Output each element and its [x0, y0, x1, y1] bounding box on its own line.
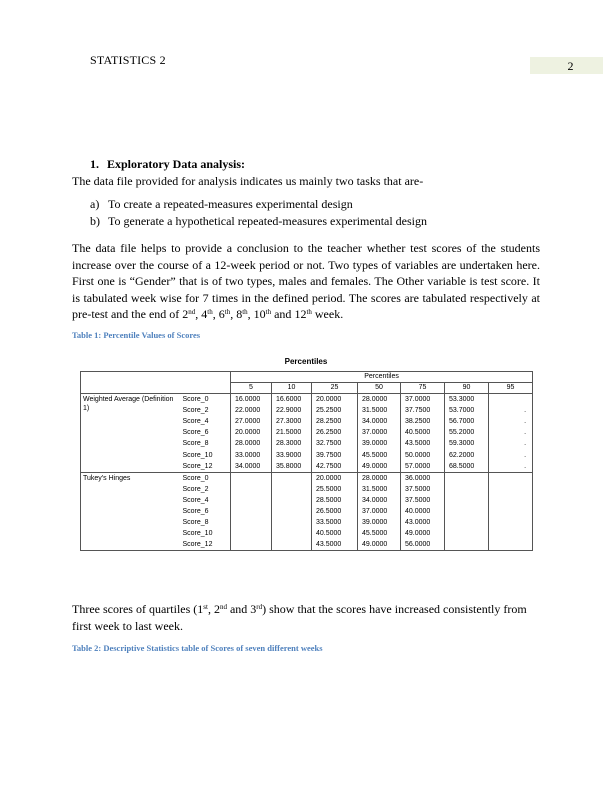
table-cell: [231, 517, 272, 528]
page-number: 2: [530, 57, 603, 74]
column-header: 10: [272, 383, 312, 394]
table-cell: [489, 495, 533, 506]
paragraph-quartiles: [72, 601, 540, 634]
ordinal-suffix: nd: [188, 308, 196, 316]
table-cell: 22.9000: [272, 405, 312, 416]
table-cell: 16.0000: [231, 394, 272, 406]
table-cell: 28.0000: [358, 394, 401, 406]
ordinal-suffix: rd: [256, 603, 263, 611]
row-label: Score_10: [182, 530, 213, 538]
table-cell: 36.0000: [401, 472, 445, 484]
table-cell: [272, 484, 312, 495]
section-heading: [90, 157, 245, 172]
running-head: STATISTICS 2: [90, 53, 166, 67]
table-cell: 40.5000: [312, 528, 358, 539]
column-header: 75: [401, 383, 445, 394]
row-label: Score_10: [182, 451, 213, 459]
separator: ,: [230, 307, 237, 321]
table-cell: 40.5000: [401, 427, 445, 438]
table-cell: [445, 539, 489, 551]
table-cell: 59.3000: [445, 438, 489, 449]
table-1-title: Percentiles: [284, 357, 328, 366]
quartile-number: 2: [213, 602, 220, 616]
table-cell: 31.5000: [358, 484, 401, 495]
table-cell: 37.7500: [401, 405, 445, 416]
quartile-number: 1: [197, 602, 204, 616]
paragraph-text: The data file helps to provide a conclusion to the teacher whether test scores of the students increase over the course of a 12-week period or not. Two types of variables are undertaken here. First one is “Gender” that is of two types, males and females. The Other variable is test score. It is tabulated week wise for 7 times in the defined period. The scores are tabulated respectively at pre-test and the end of: [72, 241, 540, 321]
list-item-label: b): [90, 214, 100, 228]
list-item-label: a): [90, 197, 100, 211]
table-cell: 32.7500: [312, 438, 358, 449]
table-cell: 43.5000: [312, 539, 358, 551]
table-cell: 35.8000: [272, 461, 312, 473]
table-cell: 62.2000: [445, 449, 489, 460]
ordinal-suffix: st: [203, 603, 208, 611]
row-label: Score_4: [182, 418, 209, 426]
table-cell: 31.5000: [358, 405, 401, 416]
table-cell: [489, 506, 533, 517]
table-cell: 25.5000: [312, 484, 358, 495]
table-cell: [445, 506, 489, 517]
table-cell: [231, 539, 272, 551]
table-cell: [231, 484, 272, 495]
separator: ,: [207, 602, 214, 616]
table-cell: 20.0000: [312, 394, 358, 406]
row-group-label: Tukey's Hinges: [81, 472, 181, 551]
table-cell: [272, 517, 312, 528]
table-cell: [272, 495, 312, 506]
week-number: 10: [253, 307, 266, 321]
table-1-caption: Table 1: Percentile Values of Scores: [72, 330, 201, 340]
table-cell: [231, 506, 272, 517]
list-item: [90, 213, 427, 230]
table-cell: 33.9000: [272, 449, 312, 460]
table-cell: 39.7500: [312, 449, 358, 460]
table-cell: 49.0000: [401, 528, 445, 539]
table-cell: 25.2500: [312, 405, 358, 416]
table-cell: [489, 528, 533, 539]
table-cell: 28.5000: [312, 495, 358, 506]
table-cell: 45.5000: [358, 449, 401, 460]
table-corner: [81, 383, 181, 394]
table-cell: [272, 539, 312, 551]
table-cell: 27.3000: [272, 416, 312, 427]
table-cell: .: [489, 416, 533, 427]
table-cell: 33.0000: [231, 449, 272, 460]
separator: ,: [212, 307, 219, 321]
table-corner: [181, 383, 231, 394]
week-number: 12: [294, 307, 307, 321]
table-cell: [272, 472, 312, 484]
table-cell: [489, 484, 533, 495]
list-item: [90, 196, 427, 213]
column-header: 95: [489, 383, 533, 394]
column-header: 25: [312, 383, 358, 394]
table-cell: 39.0000: [358, 517, 401, 528]
table-corner: [81, 372, 181, 383]
table-cell: 37.0000: [401, 394, 445, 406]
table-2-caption: Table 2: Descriptive Statistics table of Scores of seven different weeks: [72, 643, 323, 653]
column-header: 50: [358, 383, 401, 394]
table-cell: 33.5000: [312, 517, 358, 528]
table-cell: 42.7500: [312, 461, 358, 473]
table-cell: 39.0000: [358, 438, 401, 449]
table-cell: [489, 394, 533, 406]
paragraph-end: ) show that the scores have increased consistently from first week to last week.: [72, 602, 527, 633]
list-item-text: To create a repeated-measures experimental design: [108, 197, 353, 211]
table-cell: 28.2500: [312, 416, 358, 427]
table-cell: 56.7000: [445, 416, 489, 427]
table-cell: 49.0000: [358, 539, 401, 551]
table-cell: 43.5000: [401, 438, 445, 449]
paragraph-end: week.: [311, 307, 344, 321]
row-label: Score_2: [182, 407, 209, 415]
table-cell: 53.3000: [445, 394, 489, 406]
table-cell: [445, 495, 489, 506]
paragraph-text: Three scores of quartiles (: [72, 602, 198, 616]
table-cell: [489, 472, 533, 484]
separator: ,: [195, 307, 202, 321]
row-label: Score_12: [181, 461, 231, 473]
percentiles-table: [80, 371, 533, 551]
ordinal-suffix: th: [265, 308, 272, 316]
row-label: Score_2: [182, 485, 209, 493]
table-cell: 55.2000: [445, 427, 489, 438]
table-corner: [181, 372, 231, 383]
separator: and: [226, 602, 251, 616]
separator: and: [271, 307, 295, 321]
table-cell: 26.5000: [312, 506, 358, 517]
table-cell: 28.0000: [358, 472, 401, 484]
column-group-header: Percentiles: [231, 372, 533, 383]
table-cell: 22.0000: [231, 405, 272, 416]
list-item-text: To generate a hypothetical repeated-measures experimental design: [108, 214, 428, 228]
table-cell: .: [489, 427, 533, 438]
ordinal-suffix: nd: [219, 603, 227, 611]
table-row: [81, 394, 533, 406]
table-row: [81, 472, 533, 484]
table-cell: [231, 528, 272, 539]
table-cell: [445, 528, 489, 539]
table-cell: [489, 517, 533, 528]
table-cell: 43.0000: [401, 517, 445, 528]
section-number: 1.: [90, 157, 99, 171]
row-label: Score_8: [182, 519, 209, 527]
table-cell: 21.5000: [272, 427, 312, 438]
table-cell: 50.0000: [401, 449, 445, 460]
table-cell: 20.0000: [231, 427, 272, 438]
table-cell: 37.5000: [401, 495, 445, 506]
row-group-label: Weighted Average (Definition 1): [81, 394, 181, 473]
table-cell: [445, 484, 489, 495]
table-cell: .: [489, 438, 533, 449]
table-cell: [272, 506, 312, 517]
week-number: 8: [236, 307, 243, 321]
table-cell: 27.0000: [231, 416, 272, 427]
row-label: Score_0: [181, 394, 231, 406]
row-label: Score_6: [182, 429, 209, 437]
ordinal-suffix: th: [306, 308, 312, 316]
week-number: 2: [182, 307, 189, 321]
ordinal-suffix: th: [224, 308, 231, 316]
table-cell: 38.2500: [401, 416, 445, 427]
row-label: Score_8: [182, 440, 209, 448]
row-label: Score_4: [182, 496, 209, 504]
column-header: 90: [445, 383, 489, 394]
paragraph-data-description: [72, 240, 540, 323]
table-cell: 40.0000: [401, 506, 445, 517]
ordinal-suffix: th: [242, 308, 248, 316]
intro-text: The data file provided for analysis indicates us mainly two tasks that are-: [72, 174, 424, 188]
table-cell: 68.5000: [445, 461, 489, 473]
separator: ,: [247, 307, 254, 321]
table-cell: 16.6000: [272, 394, 312, 406]
table-cell: 34.0000: [358, 416, 401, 427]
table-cell: [272, 528, 312, 539]
table-cell: 34.0000: [231, 461, 272, 473]
quartile-number: 3: [250, 602, 257, 616]
table-cell: [231, 472, 272, 484]
table-cell: .: [489, 405, 533, 416]
column-header: 5: [231, 383, 272, 394]
row-label: Score_0: [181, 472, 231, 484]
table-cell: 37.0000: [358, 506, 401, 517]
table-cell: 45.5000: [358, 528, 401, 539]
table-cell: 49.0000: [358, 461, 401, 473]
ordinal-suffix: th: [207, 308, 213, 316]
table-cell: [445, 517, 489, 528]
table-cell: .: [489, 449, 533, 460]
week-number: 4: [201, 307, 208, 321]
table-cell: 53.7000: [445, 405, 489, 416]
table-cell: 37.0000: [358, 427, 401, 438]
table-cell: 56.0000: [401, 539, 445, 551]
task-list: [90, 196, 427, 230]
week-number: 6: [218, 307, 225, 321]
table-cell: 57.0000: [401, 461, 445, 473]
table-cell: .: [489, 461, 533, 473]
table-cell: 20.0000: [312, 472, 358, 484]
table-cell: [445, 472, 489, 484]
row-label: Score_12: [181, 539, 231, 551]
table-cell: 34.0000: [358, 495, 401, 506]
table-cell: 28.3000: [272, 438, 312, 449]
section-title: Exploratory Data analysis:: [107, 157, 245, 171]
table-cell: [489, 539, 533, 551]
table-cell: 26.2500: [312, 427, 358, 438]
table-cell: [231, 495, 272, 506]
table-cell: 28.0000: [231, 438, 272, 449]
table-cell: 37.5000: [401, 484, 445, 495]
row-label: Score_6: [182, 507, 209, 515]
